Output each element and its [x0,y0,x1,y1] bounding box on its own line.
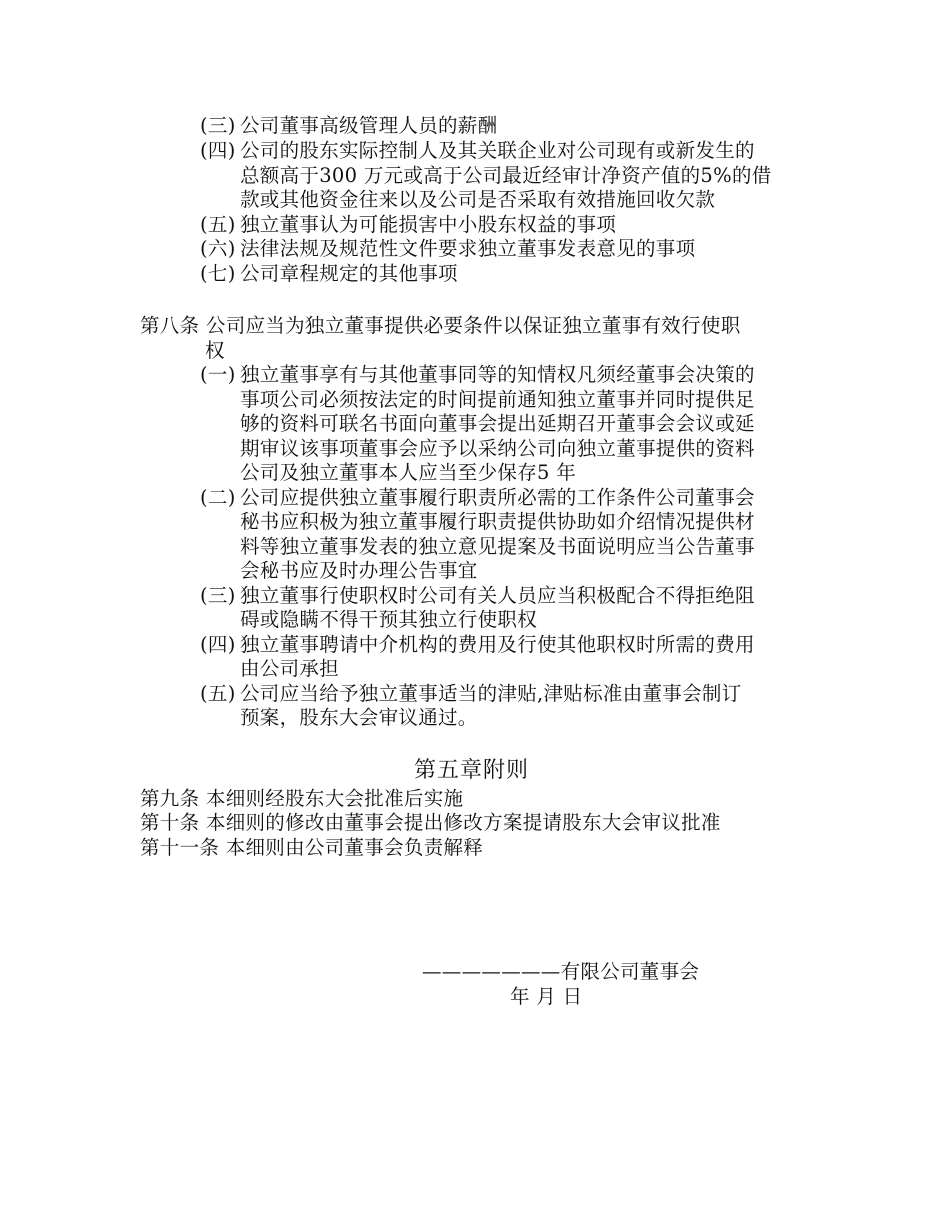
article-8-item-3-cont: 碍或隐瞒不得干预其独立行使职权 [240,608,538,631]
item-3: (三) 公司董事高级管理人员的薪酬 [200,114,498,137]
item-7: (七) 公司章程规定的其他事项 [200,262,458,285]
article-8-item-4: (四) 独立董事聘请中介机构的费用及行使其他职权时所需的费用 [200,633,755,656]
article-8-item-1-cont: 事项公司必须按法定的时间提前通知独立董事并同时提供足 [240,388,755,411]
article-8-item-1-cont: 公司及独立董事本人应当至少保存5 年 [240,461,577,484]
article-10: 第十条 本细则的修改由董事会提出修改方案提请股东大会审议批准 [140,811,721,834]
article-11: 第十一条 本细则由公司董事会负责解释 [140,836,484,859]
chapter-5-title: 第五章附则 [414,758,530,783]
item-5: (五) 独立董事认为可能损害中小股东权益的事项 [200,213,617,236]
article-8-item-2-cont: 料等独立董事发表的独立意见提案及书面说明应当公告董事 [240,535,755,558]
article-8-item-2-cont: 会秘书应及时办理公告事宜 [240,559,478,582]
article-8-item-1-cont: 期审议该事项董事会应予以采纳公司向独立董事提供的资料 [240,437,755,460]
article-8-item-2-cont: 秘书应积极为独立董事履行职责提供协助如介绍情况提供材 [240,510,755,533]
item-6: (六) 法律法规及规范性文件要求独立董事发表意见的事项 [200,237,696,260]
item-4-cont-2: 款或其他资金往来以及公司是否采取有效措施回收欠款 [240,188,716,211]
article-8-item-1: (一) 独立董事享有与其他董事同等的知情权凡须经董事会决策的 [200,363,755,386]
article-9: 第九条 本细则经股东大会批准后实施 [140,787,464,810]
article-8-title: 第八条 公司应当为独立董事提供必要条件以保证独立董事有效行使职 [140,314,741,337]
article-8-item-5-cont: 预案，股东大会审议通过。 [240,706,478,729]
item-4: (四) 公司的股东实际控制人及其关联企业对公司现有或新发生的 [200,139,755,162]
article-8-item-5: (五) 公司应当给予独立董事适当的津贴,津贴标准由董事会制订 [200,682,742,705]
signature-date: 年 月 日 [510,985,583,1008]
article-8-item-4-cont: 由公司承担 [240,657,340,680]
article-8-title-cont: 权 [205,339,225,362]
article-8-item-3: (三) 独立董事行使职权时公司有关人员应当积极配合不得拒绝阻 [200,584,755,607]
signature-org: ———————有限公司董事会 [422,960,700,983]
article-8-item-2: (二) 公司应提供独立董事履行职责所必需的工作条件公司董事会 [200,486,755,509]
item-4-cont-1: 总额高于300 万元或高于公司最近经审计净资产值的5%的借 [240,164,772,187]
article-8-item-1-cont: 够的资料可联名书面向董事会提出延期召开董事会会议或延 [240,412,755,435]
